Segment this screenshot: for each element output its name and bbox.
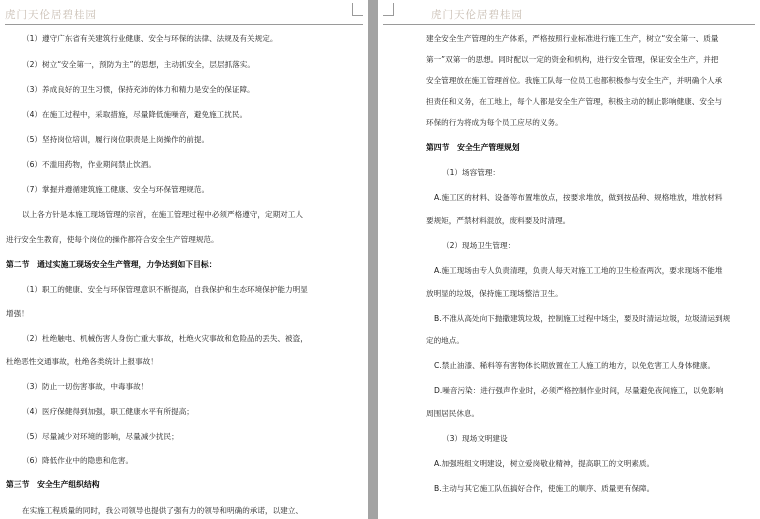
paragraph-line: D.噪音污染：进行强声作业时，必须严格控制作业时间，尽量避免夜间施工，以免影响 bbox=[434, 386, 724, 395]
paragraph-line: B.不准从高处向下抛撒建筑垃圾，控制施工过程中场尘，要及时清运垃圾，垃圾清运到规 bbox=[434, 314, 731, 323]
margin-corner-mark bbox=[383, 3, 394, 16]
paragraph-line: 环保的行为将成为每个员工应尽的义务。 bbox=[426, 118, 563, 127]
paragraph-line: 进行安全生教育，使每个岗位的操作都符合安全生产管理规范。 bbox=[6, 235, 219, 244]
section-heading: 第四节 安全生产管理规划 bbox=[426, 143, 520, 152]
paragraph-line: （1）职工的健康、安全与环保管理意识不断提高，自我保护和生态环境保护能力明显 bbox=[22, 285, 308, 294]
paragraph-line: （6）不滥用药物，作业期间禁止饮酒。 bbox=[22, 160, 156, 169]
document-page-right bbox=[378, 0, 760, 519]
page-gap bbox=[368, 0, 378, 519]
section-heading: 第二节 通过实施工现场安全生产管理，力争达到如下目标： bbox=[6, 260, 217, 269]
paragraph-line: （6）降低作业中的隐患和危害。 bbox=[22, 456, 134, 465]
header-title: 虎门天伦居碧桂园 bbox=[431, 9, 523, 21]
page-header bbox=[383, 3, 755, 25]
page-header bbox=[5, 3, 363, 25]
paragraph-line: 担责任和义务，在工地上，每个人都是安全生产管理，积极主动的制止影响健康、安全与 bbox=[426, 97, 723, 106]
paragraph-line: （5）尽量减少对环境的影响，尽量减少扰民； bbox=[22, 432, 179, 441]
paragraph-line: 要规矩，严禁材料混放，废料要及时清理。 bbox=[426, 216, 571, 225]
paragraph-line: 放明显的垃圾，保持施工现场整洁卫生。 bbox=[426, 289, 563, 298]
paragraph-line: C.禁止油漆、稀料等有害物体长期放置在工人施工的地方，以免危害工人身体健康。 bbox=[434, 361, 716, 370]
paragraph-line: （2）树立“安全第一，预防为主”的思想，主动抓安全，层层抓落实。 bbox=[22, 60, 255, 69]
paragraph-line: （4）在施工过程中，采取措施，尽量降低施噪音，避免施工扰民。 bbox=[22, 110, 248, 119]
paragraph-line: （2）杜绝触电、机械伤害人身伤亡重大事故，杜绝火灾事故和危险品的丢失、被盗， bbox=[22, 334, 308, 343]
paragraph-line: （3）养成良好的卫生习惯，保持充沛的体力和精力是安全的保证障。 bbox=[22, 85, 255, 94]
paragraph-line: 建全安全生产管理的生产体系，严格按照行业标准进行施工生产，树立“安全第一、质量 bbox=[426, 34, 719, 43]
paragraph-line: （7）掌握并遵循建筑施工健康、安全与环保管理规范。 bbox=[22, 185, 210, 194]
paragraph-line: （1）场容管理： bbox=[442, 168, 500, 177]
paragraph-line: 在实施工程质量的同时，我公司领导也提供了强有力的领导和明确的承诺，以建立、 bbox=[22, 506, 303, 515]
paragraph-line: （3）防止一切伤害事故，中毒事故！ bbox=[22, 382, 149, 391]
paragraph-line: 第一”双第一的思想。同时配以一定的资金和机构，进行安全管理，保证安全生产，并把 bbox=[426, 55, 719, 64]
paragraph-line: （5）坚持岗位培训，履行岗位职责是上岗操作的前提。 bbox=[22, 135, 210, 144]
margin-corner-mark bbox=[352, 3, 363, 16]
paragraph-line: 安全管理放在施工管理首位。我施工队每一位员工也都积极参与安全生产，并明确个人承 bbox=[426, 76, 723, 85]
paragraph-line: A.加强班组文明建设，树立爱岗敬业精神，提高职工的文明素质。 bbox=[434, 459, 655, 468]
paragraph-line: 以上各方针是本施工现场管理的宗首，在施工管理过程中必须严格遵守，定期对工人 bbox=[22, 210, 303, 219]
section-heading: 第三节 安全生产组织结构 bbox=[6, 480, 100, 489]
paragraph-line: （3）现场文明建设 bbox=[442, 434, 508, 443]
paragraph-line: A.施工现场由专人负责清理，负责人每天对施工工地的卫生检查两次，要求现场不能堆 bbox=[434, 266, 723, 275]
paragraph-line: （2）现场卫生管理： bbox=[442, 241, 516, 250]
paragraph-line: （4）医疗保健得到加强，职工健康水平有所提高； bbox=[22, 407, 194, 416]
paragraph-line: 杜绝恶性交通事故，杜绝各类统计上报事故！ bbox=[6, 357, 158, 366]
paragraph-line: （1）遵守广东省有关建筑行业健康、安全与环保的法律、法规及有关规定。 bbox=[22, 34, 278, 43]
paragraph-line: 周围居民休息。 bbox=[426, 409, 480, 418]
paragraph-line: A.施工区的材料、设备等布置堆放点，按要求堆放，做到按品种、规格堆放，堆放材料 bbox=[434, 193, 723, 202]
document-page-left bbox=[0, 0, 368, 519]
paragraph-line: 增强！ bbox=[6, 309, 29, 318]
paragraph-line: 定的地点。 bbox=[426, 336, 464, 345]
header-title: 虎门天伦居碧桂园 bbox=[5, 9, 97, 21]
paragraph-line: B.主动与其它施工队伍搞好合作，使施工的顺序、质量更有保障。 bbox=[434, 484, 655, 493]
